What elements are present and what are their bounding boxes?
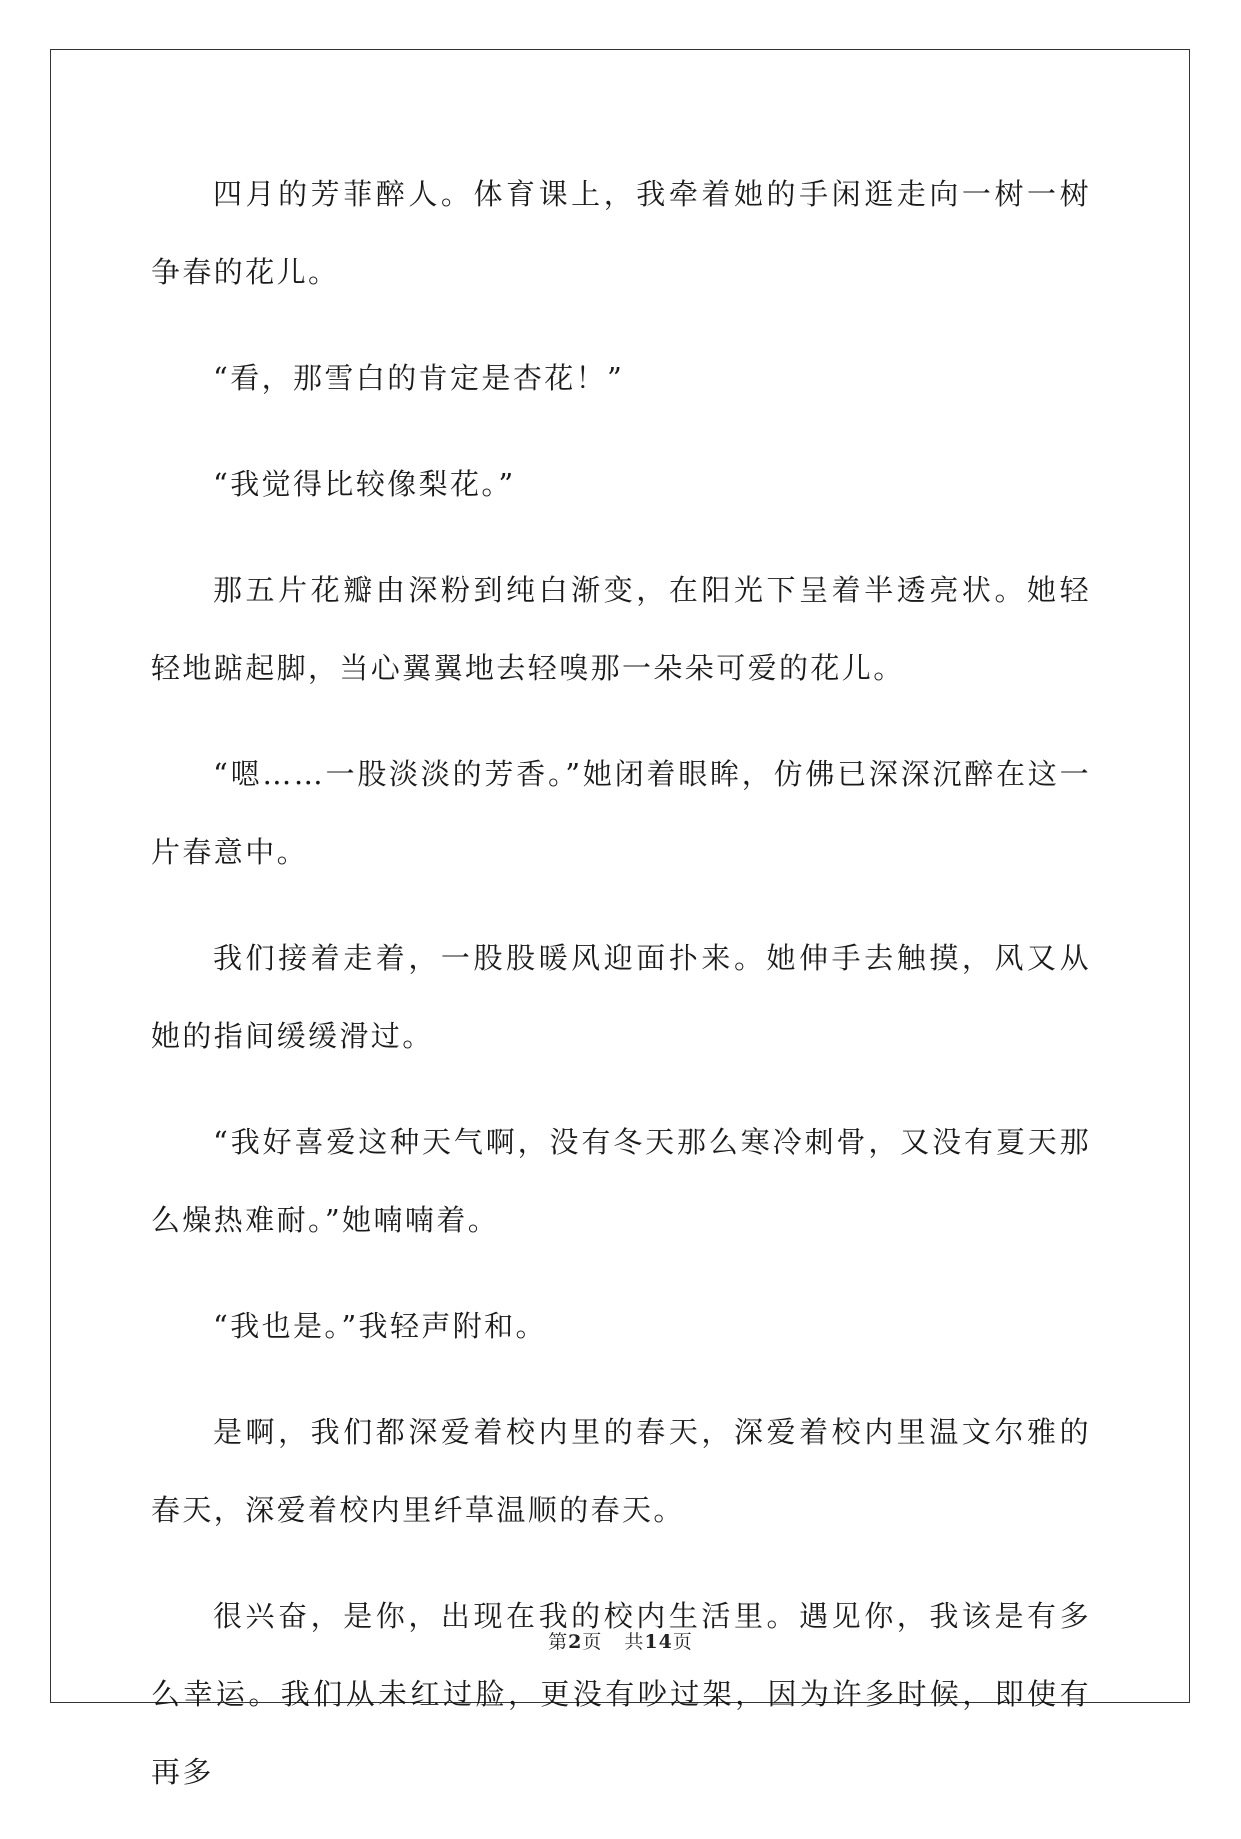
paragraph: 是啊，我们都深爱着校内里的春天，深爱着校内里温文尔雅的春天，深爱着校内里纤草温顺的春天。: [151, 1415, 1091, 1527]
paragraph: 很兴奋，是你，出现在我的校内生活里。遇见你，我该是有多么幸运。我们从未红过脸，更没有吵过架，因为许多时候，即使有再多: [151, 1599, 1091, 1789]
paragraph: “我觉得比较像梨花。”: [213, 467, 516, 501]
total-pages-prefix: 共: [624, 1631, 645, 1653]
page-footer: [0, 1627, 1241, 1654]
page-number-prefix: 第: [548, 1631, 569, 1653]
paragraph: “我也是。”我轻声附和。: [213, 1309, 547, 1343]
paragraph: “我好喜爱这种天气啊，没有冬天那么寒冷刺骨，又没有夏天那么燥热难耐。”她喃喃着。: [151, 1125, 1091, 1237]
page-number: 2: [568, 1631, 583, 1653]
total-pages-suffix: 页: [672, 1631, 693, 1653]
paragraph: 四月的芳菲醉人。体育课上，我牵着她的手闲逛走向一树一树争春的花儿。: [151, 177, 1091, 289]
paragraph: 那五片花瓣由深粉到纯白渐变，在阳光下呈着半透亮状。她轻轻地踮起脚，当心翼翼地去轻嗅那一朵朵可爱的花儿。: [151, 573, 1091, 685]
paragraph: “看，那雪白的肯定是杏花！”: [213, 361, 625, 395]
paragraph: “嗯……一股淡淡的芳香。”她闭着眼眸，仿佛已深深沉醉在这一片春意中。: [151, 757, 1091, 869]
page-number-suffix: 页: [582, 1631, 603, 1653]
document-body: [151, 155, 1091, 1839]
total-pages: 14: [644, 1631, 673, 1653]
paragraph: 我们接着走着，一股股暖风迎面扑来。她伸手去触摸，风又从她的指间缓缓滑过。: [151, 941, 1091, 1053]
